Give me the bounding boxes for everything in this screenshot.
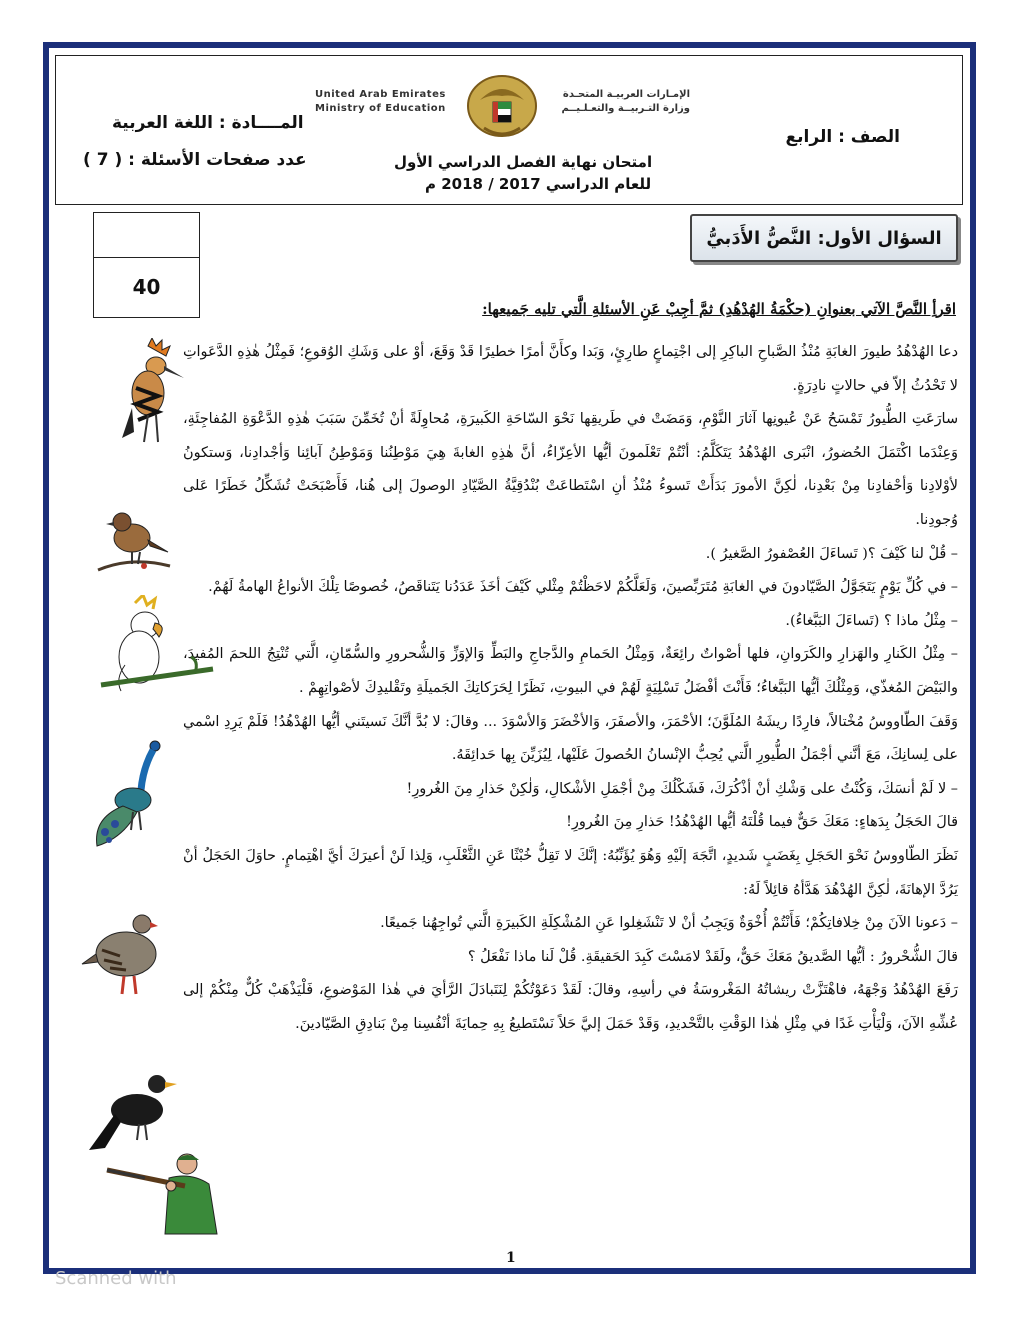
ministry-en-line2: Ministry of Education [315,103,446,114]
story-paragraph: سارَعَتِ الطُّيورُ تَمْسَحُ عَنْ عُيونِها آثارَ النَّوْمِ، وَمَضَتْ في طَريقِها نَحْوَ السّاحَةِ الكَبيرَةِ، مُحاوِلَةً أنْ تُخَمِّنَ سَبَبَ هٰذِهِ الدَّعْوَةِ المُفاجِئَةِ، وَعِنْدَما اكْتَمَلَ الحُضورُ، انْبَرى الهُدْهُدُ يَتَكَلَّمُ: أنْتُمْ تَعْلَمونَ أيُّها الأعِزّاءُ، أنَّ هٰذِهِ الغابةَ هِيَ مَوْطِنُنا وَمَوْطِنُ آبائِنا وَأجْدادِنا، وَستكونُ لأوْلادِنا وَأحْفادِنا مِنْ بَعْدِنا، لٰكِنَّ الأمورَ بَدَأَتْ تَسوءُ مُنْذُ أنِ اسْتَطاعَتْ بُنْدُقِيَّةُ الصَّيّادِ الوصولَ إلى هُنا، فَأَصْبَحَتْ تُشَكِّلُ خَطَرًا عَلى وُجودِنا. [183,411,958,528]
ministry-name-ar [562,88,690,116]
ministry-ar-line2: وزارة التـربيــة والتعـلـيــم [561,103,690,114]
story-paragraph: قالَ الشُّحْرورُ : أيُّها الصَّديقُ مَعَكَ حَقٌّ، ولَقَدْ لامَسْتَ كَبِدَ الحَقيقَةِ. قُلْ لَنا ماذا نَفْعَلُ ؟ [467,948,958,965]
story-paragraph: – مِثْلُ ماذا ؟ (تَساءَلَ البَبَّغاءُ). [785,612,958,629]
score-box [93,212,200,318]
peacock-icon [83,738,173,850]
page-number: 1 [506,1250,516,1266]
ministry-ar-line1: الإمـارات العربيـة المتحـدة [562,89,690,100]
story-paragraph: رَفَعَ الهُدْهُدُ وَجْهَهُ، فاهْتَزَّتْ ريشاتُهُ المَغْروسَةُ في رأسِهِ، وقالَ: لَقَدْ دَعَوْتُكُمْ لِنَتَبادَلَ الرَّأيَ في هٰذا المَوْضوعِ، فَلْيَذْهَبْ كُلٌّ مِنْكُمْ إلى عُشِّهِ الآنَ، وَلْيَأْتِ غَدًا في مِثْلِ هٰذا الوَقْتِ بالتَّحْديدِ، وَقَدْ حَمَلَ إليَّ حَلاً نَسْتَطيعُ بِهِ حِمايَةَ أنْفُسِنا مِنْ بَنادِقِ الصَّيّادينَ. [183,982,958,1032]
story-paragraph: وَقَفَ الطّاووسُ مُخْتالاً، فارِدًا ريشَهُ المُلَوَّنَ؛ الأحْمَرَ، والأصفَرَ، وَالأخْضَرَ وَالأسْوَدَ ... وقالَ: لا بُدَّ أنَّكَ نَسيتَني أيُّها الهُدْهُدُ! فَلَمْ يَرِدِ اسْمي على لِسانِكَ، مَعَ أنَّني أجْمَلُ الطُّيورِ الَّتي يُحِبُّ الإنْسانُ الحُصولَ عَلَيْها، لِيُزَيِّنَ بِها حَدائِقَهُ. [183,713,958,764]
scanner-watermark: Scanned with [55,1268,177,1289]
partridge-icon [80,910,170,998]
question-title: السؤال الأول: النَّصُّ الأَدَبيُّ [690,214,958,262]
story-paragraph: نَظَرَ الطّاووسُ نَحْوَ الحَجَلِ بِغَضَبٍ شَديدٍ، اتَّجَهَ إلَيْهِ وَهُوَ يُؤَنِّبُهُ: إنَّكَ لا تَقِلُّ خُبْثًا عَنِ الثَّعْلَبِ، وَلِذا لَنْ أعيرَكَ أيَّ اهْتِمامٍ. حاوَلَ الحَجَلُ أنْ يَرُدَّ الإهانَةَ، لٰكِنَّ الهُدْهُدَ هَدَّأهُ قائِلاً لَهُ: [183,847,958,898]
uae-emblem-icon [462,72,542,144]
story-paragraph: – مِثْلُ الكَنارِ والهَزارِ والكَرَوانِ، فلها أصْواتٌ رائِعَةٌ، وَمِثْلُ الحَمامِ والدَّجاجِ والبَطِّ وَالإوَزِّ وَالشُّحرورِ والسُّمّانِ، الَّتي تُنْتِجُ اللحمَ المُفيدَ، والبَيْضَ المُغذّي، وَمِثْلُكَ أيُّها البَبَّغاءُ؛ فَأَنْتَ أفْضَلُ تَسْلِيَةٍ لَهُمْ في البيوتِ، نَظَرًا لِحَرَكاتِكَ الجَميلَةِ وتَقْليدِكَ لأصْواتِهِمْ . [183,646,958,696]
story-paragraph: – دَعونا الآنَ مِنْ خِلافاتِكُمْ؛ فَأَنْتُمْ أُخْوَةٌ وَيَجِبُ أنْ لا تَنْشَغِلوا عَنِ المُشْكِلَةِ الكَبيرَةِ الَّتي تُواجِهُنا جَميعًا. [380,915,958,932]
academic-year: للعام الدراسي 2017 / 2018 م [425,175,652,193]
max-marks: 40 [132,275,161,299]
ministry-en-line1: United Arab Emirates [315,89,446,100]
story-paragraph: – في كُلِّ يَوْمٍ يَتَجَوَّلُ الصَّيّادونَ في الغابَةِ مُتَرَبِّصينَ، وَلَعَلَّكُمْ لاحَظْتُمْ مِثْلي كَيْفَ أخَذَ عَدَدُنا يَتَناقَصُ، خُصوصًا تِلْكَ الأنواعُ الهامةُ لَهُمْ. [208,579,958,596]
sparrow-icon [92,500,172,580]
grade-label: الصف : الرابع [785,127,900,147]
hunter-icon [105,1150,220,1235]
parrot-icon [95,595,215,695]
story-paragraph: – لا لَمْ أنسَكَ، وَكُنْتُ على وَشْكِ أنْ أذْكُرَكَ، فَشَكْلُكَ مِنْ أجْمَلِ الأشْكالِ، وَلٰكِنْ حَذارِ مِنَ الغُرورِ! [406,780,958,797]
ministry-name-en [315,88,446,116]
hoopoe-icon [118,338,188,446]
score-divider [94,257,199,258]
exam-title: امتحان نهاية الفصل الدراسي الأول [394,153,653,171]
subject-label: المــــادة : اللغة العربية [112,113,304,133]
blackbird-icon [85,1070,180,1160]
story-paragraph: قالَ الحَجَلُ بِدَهاءٍ: مَعَكَ حَقٌّ فيما قُلْتَهُ أيُّها الهُدْهُدُ! حَذارِ مِنَ الغُرورِ! [566,814,958,831]
story-paragraph: دعا الهُدْهُدُ طيورَ الغابَةِ مُنْذُ الصَّباحِ الباكِرِ إلى اجْتِماعٍ طارِئٍ، وَبَدا وكأَنَّ أمرًا خطيرًا قَدْ وَقَعَ، أوْ على وَشَكِ الوُقوعِ؛ فَمِثْلُ هٰذِهِ الدَّعَواتِ لا تَحْدُثُ إلاّ في حالاتٍ نادِرَةٍ. [183,344,958,394]
story-paragraph: – قُلْ لنا كَيْفَ ؟( تَساءَلَ العُصْفورُ الصَّغيرُ ). [705,545,958,562]
pages-count-label: عدد صفحات الأسئلة : ( 7 ) [83,150,307,170]
question-instruction: اقرأِ النَّصَّ الآتي بعنوانِ (حكْمَةُ الهُدْهُدِ) ثمَّ أجِبْ عَنِ الأسئلةِ الَّتي تليه جَميعها: [482,300,956,318]
story-text [183,336,958,1041]
